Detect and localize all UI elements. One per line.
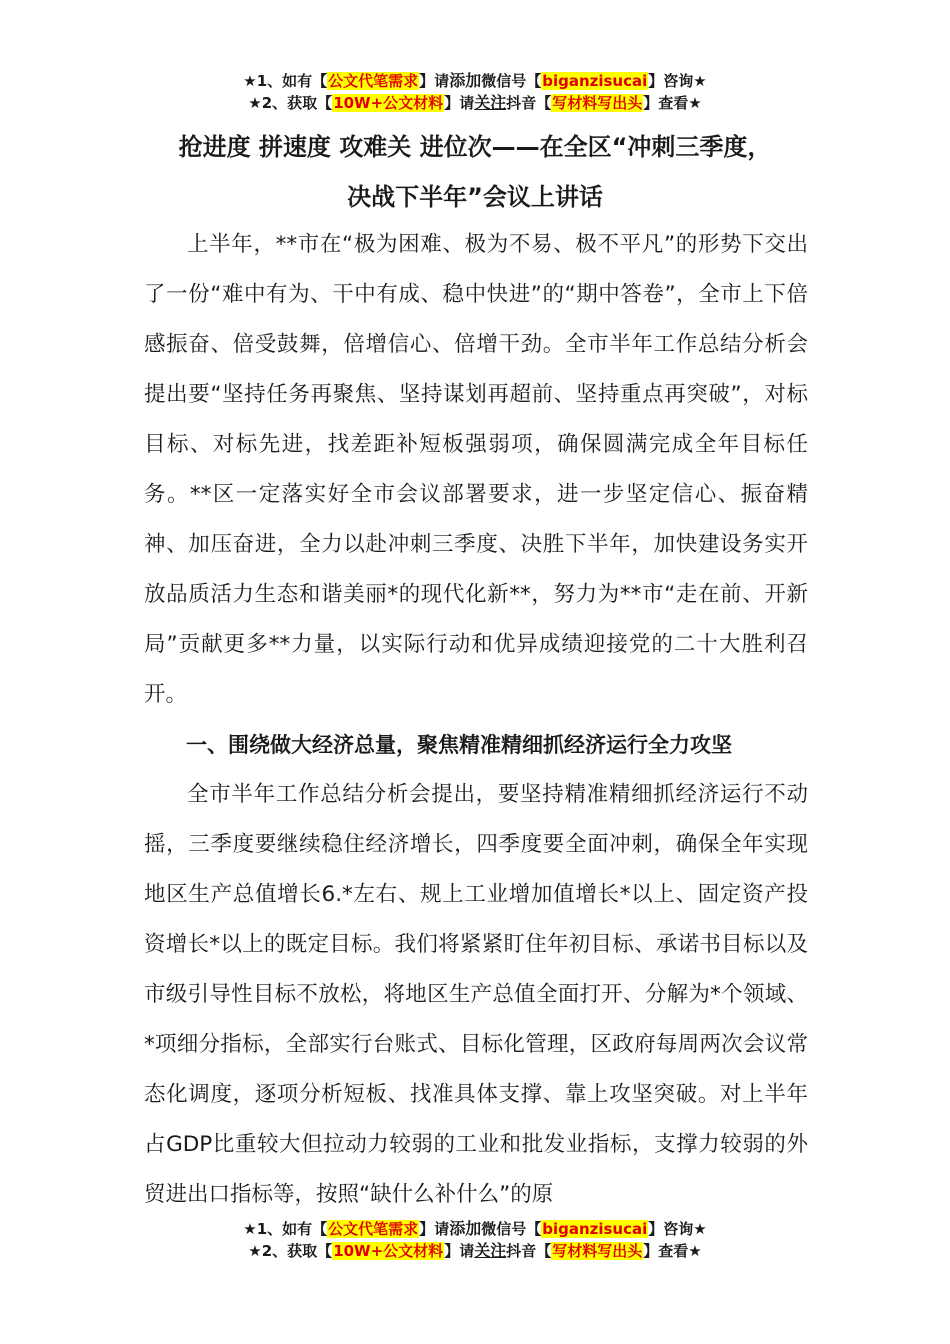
promo-highlight: 写材料写出头: [552, 94, 643, 112]
promo-text: ★1、如有【: [243, 72, 328, 90]
body-paragraph-2: 全市半年工作总结分析会提出，要坚持精准精细抓经济运行不动摇，三季度要继续稳住经济增长，四季度要全面冲刺，确保全年实现地区生产总值增长6.*左右、规上工业增加值增长*以上、固定资产投资增长*以上的既定目标。我们将紧紧盯住年初目标、承诺书目标以及市级引导性目标不放松，将地区生产总值全面打开、分解为*个领域、*项细分指标，全部实行台账式、目标化管理，区政府每周两次会议常态化调度，逐项分析短板、找准具体支撑、靠上攻坚突破。对上半年占GDP比重较大但拉动力较弱的工业和批发业指标，支撑力较弱的外贸进出口指标等，按照“缺什么补什么”的原: [144, 782, 808, 1207]
footer-promo-banner: [0, 1218, 950, 1262]
promo-text: 微信号【: [481, 72, 542, 90]
promo-text: 】咨询★: [648, 1220, 707, 1238]
document-title: [140, 122, 810, 222]
promo-text: ★1、如有【: [243, 1220, 328, 1238]
promo-text: 】请: [419, 1220, 450, 1238]
title-line-1: 抢进度 拼速度 攻难关 进位次——在全区“冲刺三季度，: [178, 133, 772, 161]
promo-text: ★2、获取【: [248, 1242, 333, 1260]
promo-highlight: 写材料写出头: [552, 1242, 643, 1260]
promo-highlight: biganzisucai: [542, 1220, 648, 1238]
promo-line-1: [0, 1218, 950, 1240]
promo-line-2: [0, 1240, 950, 1262]
promo-text: 】请: [444, 1242, 475, 1260]
promo-text: 抖音【: [506, 1242, 552, 1260]
title-line-2: 决战下半年”会议上讲话: [347, 183, 603, 211]
promo-highlight: 公文代笔需求: [328, 1220, 419, 1238]
promo-text: ★2、获取【: [248, 94, 333, 112]
promo-line-2: [0, 92, 950, 114]
document-body: [144, 220, 808, 1220]
promo-text: 】请: [419, 72, 450, 90]
promo-highlight: 公文代笔需求: [328, 72, 419, 90]
promo-highlight: 10W+公文材料: [333, 94, 444, 112]
promo-emphasis: 关注: [474, 1241, 507, 1260]
promo-emphasis: 添加: [449, 1219, 482, 1238]
promo-highlight: 10W+公文材料: [333, 1242, 444, 1260]
promo-text: 】咨询★: [648, 72, 707, 90]
promo-highlight: biganzisucai: [542, 72, 648, 90]
header-promo-banner: [0, 70, 950, 114]
promo-text: 】请: [444, 94, 475, 112]
promo-emphasis: 添加: [449, 71, 482, 90]
promo-line-1: [0, 70, 950, 92]
promo-text: 】查看★: [643, 1242, 702, 1260]
section-heading-1: 一、围绕做大经济总量，聚焦精准精细抓经济运行全力攻坚: [186, 733, 732, 757]
promo-emphasis: 关注: [474, 93, 507, 112]
promo-text: 】查看★: [643, 94, 702, 112]
promo-text: 抖音【: [506, 94, 552, 112]
body-paragraph-1: 上半年，**市在“极为困难、极为不易、极不平凡”的形势下交出了一份“难中有为、干中有成、稳中快进”的“期中答卷”，全市上下倍感振奋、倍受鼓舞，倍增信心、倍增干劲。全市半年工作总结分析会提出要“坚持任务再聚焦、坚持谋划再超前、坚持重点再突破”，对标目标、对标先进，找差距补短板强弱项，确保圆满完成全年目标任务。**区一定落实好全市会议部署要求，进一步坚定信心、振奋精神、加压奋进，全力以赴冲刺三季度、决胜下半年，加快建设务实开放品质活力生态和谐美丽*的现代化新**，努力为**市“走在前、开新局”贡献更多**力量，以实际行动和优异成绩迎接党的二十大胜利召开。: [144, 232, 808, 707]
promo-text: 微信号【: [481, 1220, 542, 1238]
